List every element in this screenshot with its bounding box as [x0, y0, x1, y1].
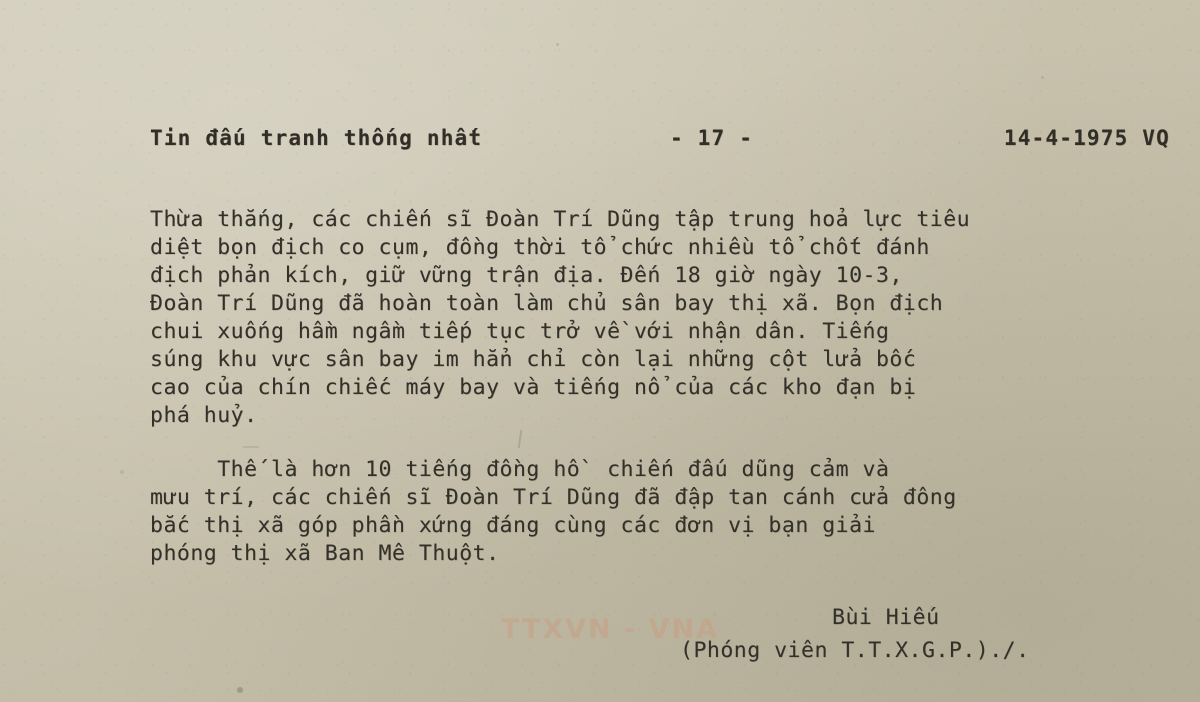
header-title: Tin đấu tranh thống nhất — [150, 126, 483, 150]
document-header — [150, 126, 1170, 156]
text-line: cao của chín chiếc máy bay và tiếng nổ của các kho đạn bị — [150, 375, 917, 400]
signature-role: (Phóng viên T.T.X.G.P.)./. — [680, 638, 1030, 663]
signature-name: Bùi Hiếu — [832, 605, 940, 630]
text-line: phóng thị xã Ban Mê Thuột. — [150, 541, 500, 566]
text-line: bắc thị xã góp phần xứng đáng cùng các đơn vị bạn giải — [150, 513, 876, 538]
text-line: chui xuống hầm ngầm tiếp tục trở về với nhận dân. Tiếng — [150, 319, 890, 344]
page-number: - 17 - — [670, 126, 754, 150]
text-line: phá huỷ. — [150, 403, 258, 428]
text-line: Thừa thắng, các chiến sĩ Đoàn Trí Dũng tập trung hoả lực tiêu — [150, 207, 971, 232]
text-line: mưu trí, các chiến sĩ Đoàn Trí Dũng đã đập tan cánh cửa đông — [150, 485, 957, 510]
header-date-code: 14-4-1975 VQ — [1003, 126, 1170, 150]
watermark-ttxvn-vna: TTXVN - VNA — [500, 614, 720, 645]
text-line: súng khu vực sân bay im hẳn chỉ còn lại những cột lửa bốc — [150, 347, 917, 372]
text-line: diệt bọn địch co cụm, đồng thời tổ chức nhiều tổ chốt đánh — [150, 235, 930, 260]
text-line: địch phản kích, giữ vững trận địa. Đến 18 giờ ngày 10-3, — [150, 263, 903, 288]
text-line: Đoàn Trí Dũng đã hoàn toàn làm chủ sân bay thị xã. Bọn địch — [150, 291, 944, 316]
text-line: Thế là hơn 10 tiếng đồng hồ chiến đấu dũng cảm và — [150, 457, 890, 482]
